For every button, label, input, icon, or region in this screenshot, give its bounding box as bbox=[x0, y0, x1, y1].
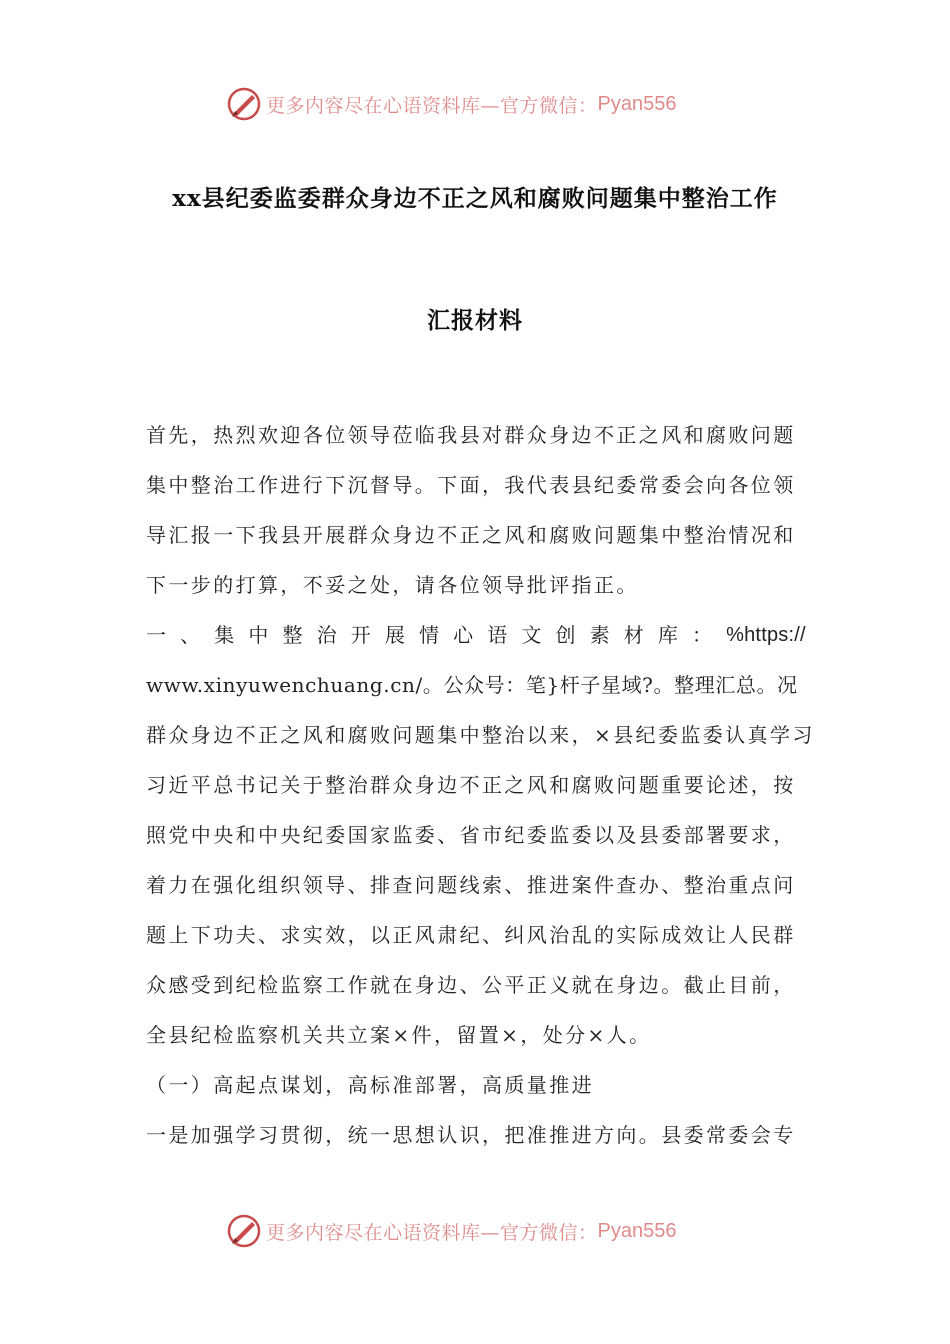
heading-char: 展 bbox=[384, 623, 405, 647]
heading-char: 语 bbox=[487, 623, 508, 647]
watermark-wechat-id: Pyan556 bbox=[597, 92, 677, 115]
document-title-line2: 汇报材料 bbox=[427, 307, 523, 334]
heading-char: 材 bbox=[623, 623, 644, 647]
body-line: 习近平总书记关于整治群众身边不正之风和腐败问题重要论述，按 bbox=[146, 773, 796, 797]
body-line: 照党中央和中央纪委国家监委、省市纪委监委以及县委部署要求， bbox=[146, 823, 796, 847]
heading-char: 一 bbox=[146, 623, 166, 647]
body-line: 众感受到纪检监察工作就在身边、公平正义就在身边。截止目前， bbox=[146, 973, 796, 997]
body-line: 首先，热烈欢迎各位领导莅临我县对群众身边不正之风和腐败问题 bbox=[146, 423, 796, 447]
heading-char: 中 bbox=[248, 623, 269, 647]
heading-char: ： bbox=[692, 623, 712, 647]
watermark-text: 更多内容尽在心语资料库—官方微信： bbox=[266, 1221, 598, 1244]
heading-char: 情 bbox=[419, 623, 439, 647]
heading-char: 、 bbox=[180, 623, 201, 647]
body-line: 题上下功夫、求实效，以正风肃纪、纠风治乱的实际成效让人民群 bbox=[146, 923, 796, 947]
body-line: 一是加强学习贯彻，统一思想认识，把准推进方向。县委常委会专 bbox=[146, 1123, 796, 1147]
subsection-heading: （一）高起点谋划，高标准部署，高质量推进 bbox=[146, 1073, 594, 1097]
pen-logo-icon bbox=[226, 1213, 262, 1249]
heading-char: 治 bbox=[316, 623, 337, 647]
heading-char: 集 bbox=[214, 623, 235, 647]
heading-char: 素 bbox=[589, 623, 610, 647]
body-line: 着力在强化组织领导、排查问题线索、推进案件查办、整治重点问 bbox=[146, 873, 796, 897]
heading-char: 心 bbox=[453, 623, 474, 647]
heading-char: 库 bbox=[657, 623, 678, 647]
body-line: 群众身边不正之风和腐败问题集中整治以来，×县纪委监委认真学习 bbox=[146, 723, 815, 747]
heading-char: 创 bbox=[555, 623, 576, 647]
body-line: 导汇报一下我县开展群众身边不正之风和腐败问题集中整治情况和 bbox=[146, 523, 796, 547]
document-title-line1: xx县纪委监委群众身边不正之风和腐败问题集中整治工作 bbox=[172, 185, 778, 212]
watermark-banner-bottom bbox=[226, 1211, 746, 1251]
heading-char: 整 bbox=[282, 623, 303, 647]
section-heading-justified bbox=[146, 620, 806, 650]
heading-char: 文 bbox=[521, 623, 542, 647]
body-line: 集中整治工作进行下沉督导。下面，我代表县纪委常委会向各位领 bbox=[146, 473, 796, 497]
body-line-url: www.xinyuwenchuang.cn/。公众号：笔}杆子星域?。整理汇总。况 bbox=[146, 673, 798, 697]
heading-url-fragment: %https:// bbox=[726, 624, 806, 646]
watermark-text: 更多内容尽在心语资料库—官方微信： bbox=[266, 94, 598, 117]
pen-logo-icon bbox=[226, 86, 262, 122]
body-line: 全县纪检监察机关共立案×件，留置×，处分×人。 bbox=[146, 1023, 652, 1047]
watermark-banner-top bbox=[226, 84, 746, 124]
watermark-wechat-id: Pyan556 bbox=[597, 1219, 677, 1242]
heading-char: 开 bbox=[350, 623, 371, 647]
body-line: 下一步的打算，不妥之处，请各位领导批评指正。 bbox=[146, 573, 639, 597]
